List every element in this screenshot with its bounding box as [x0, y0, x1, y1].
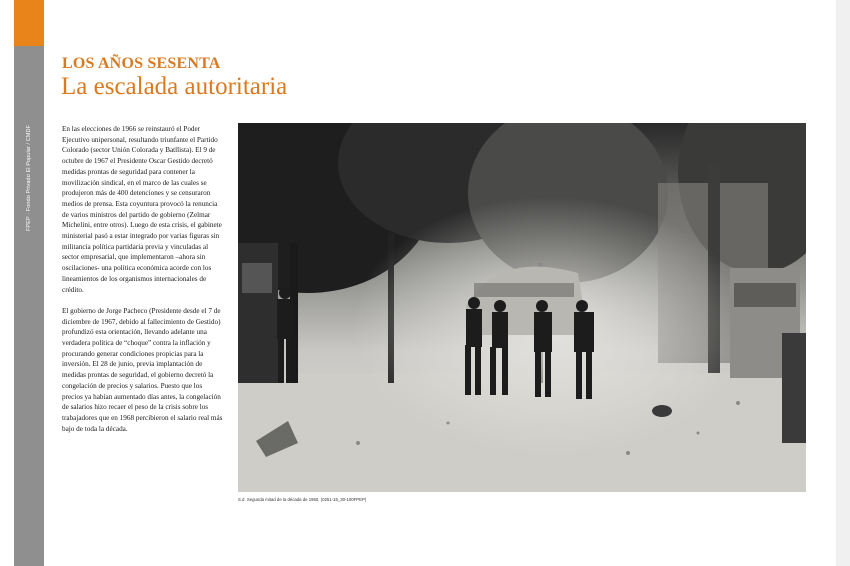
sidebar-source-text: FPEP · Fondo Privado El Popular / CMDF	[26, 124, 32, 232]
sidebar-strip	[14, 0, 44, 566]
section-kicker: LOS AÑOS SESENTA	[62, 55, 221, 72]
street-photo	[238, 123, 806, 492]
sidebar-accent-block	[14, 0, 44, 46]
paragraph-2: El gobierno de Jorge Pacheco (Presidente desde el 7 de diciembre de 1967, debido al fallecimiento de Gestido) profundizó esta orientación, llevando adelante una verdadera política de “choque” contra la inflación y procurando generar condiciones propicias para la inversión. El 28 de junio, previa implantación de medidas prontas de seguridad, el gobierno decretó la congelación de precios y salarios. Puesto que los precios ya habían aumentado días antes, la congelación de salarios hizo recaer el peso de la crisis sobre los trabajadores que en 1968 percibieron el salario real más bajo de toda la década.	[62, 306, 223, 433]
page-edge-strip	[836, 0, 850, 566]
body-text-column	[62, 124, 223, 434]
photo-caption: S.d. Segunda mitad de la década de 1960. (0251-15_30-100FPEP)	[238, 497, 367, 502]
paragraph-1: En las elecciones de 1966 se reinstauró el Poder Ejecutivo unipersonal, resultando triunfante el Partido Colorado (sector Unión Colorada y Batllista). El 9 de octubre de 1967 el Presidente Oscar Gestido decretó medidas prontas de seguridad para contener la movilización sindical, en el marco de las cuales se produjeron más de 400 detenciones y se censuraron medios de prensa. Esta coyuntura provocó la renuncia de varios ministros del partido de gobierno (Zelmar Michelini, entre otros). Luego de esta crisis, el gabinete ministerial pasó a estar integrado por varias figuras sin militancia política partidaria previa y vinculadas al sector empresarial, que implementaron –ahora sin oscilaciones- una política económica acorde con los lineamientos de los organismos internacionales de crédito.	[62, 125, 222, 294]
page-title: La escalada autoritaria	[61, 73, 288, 100]
